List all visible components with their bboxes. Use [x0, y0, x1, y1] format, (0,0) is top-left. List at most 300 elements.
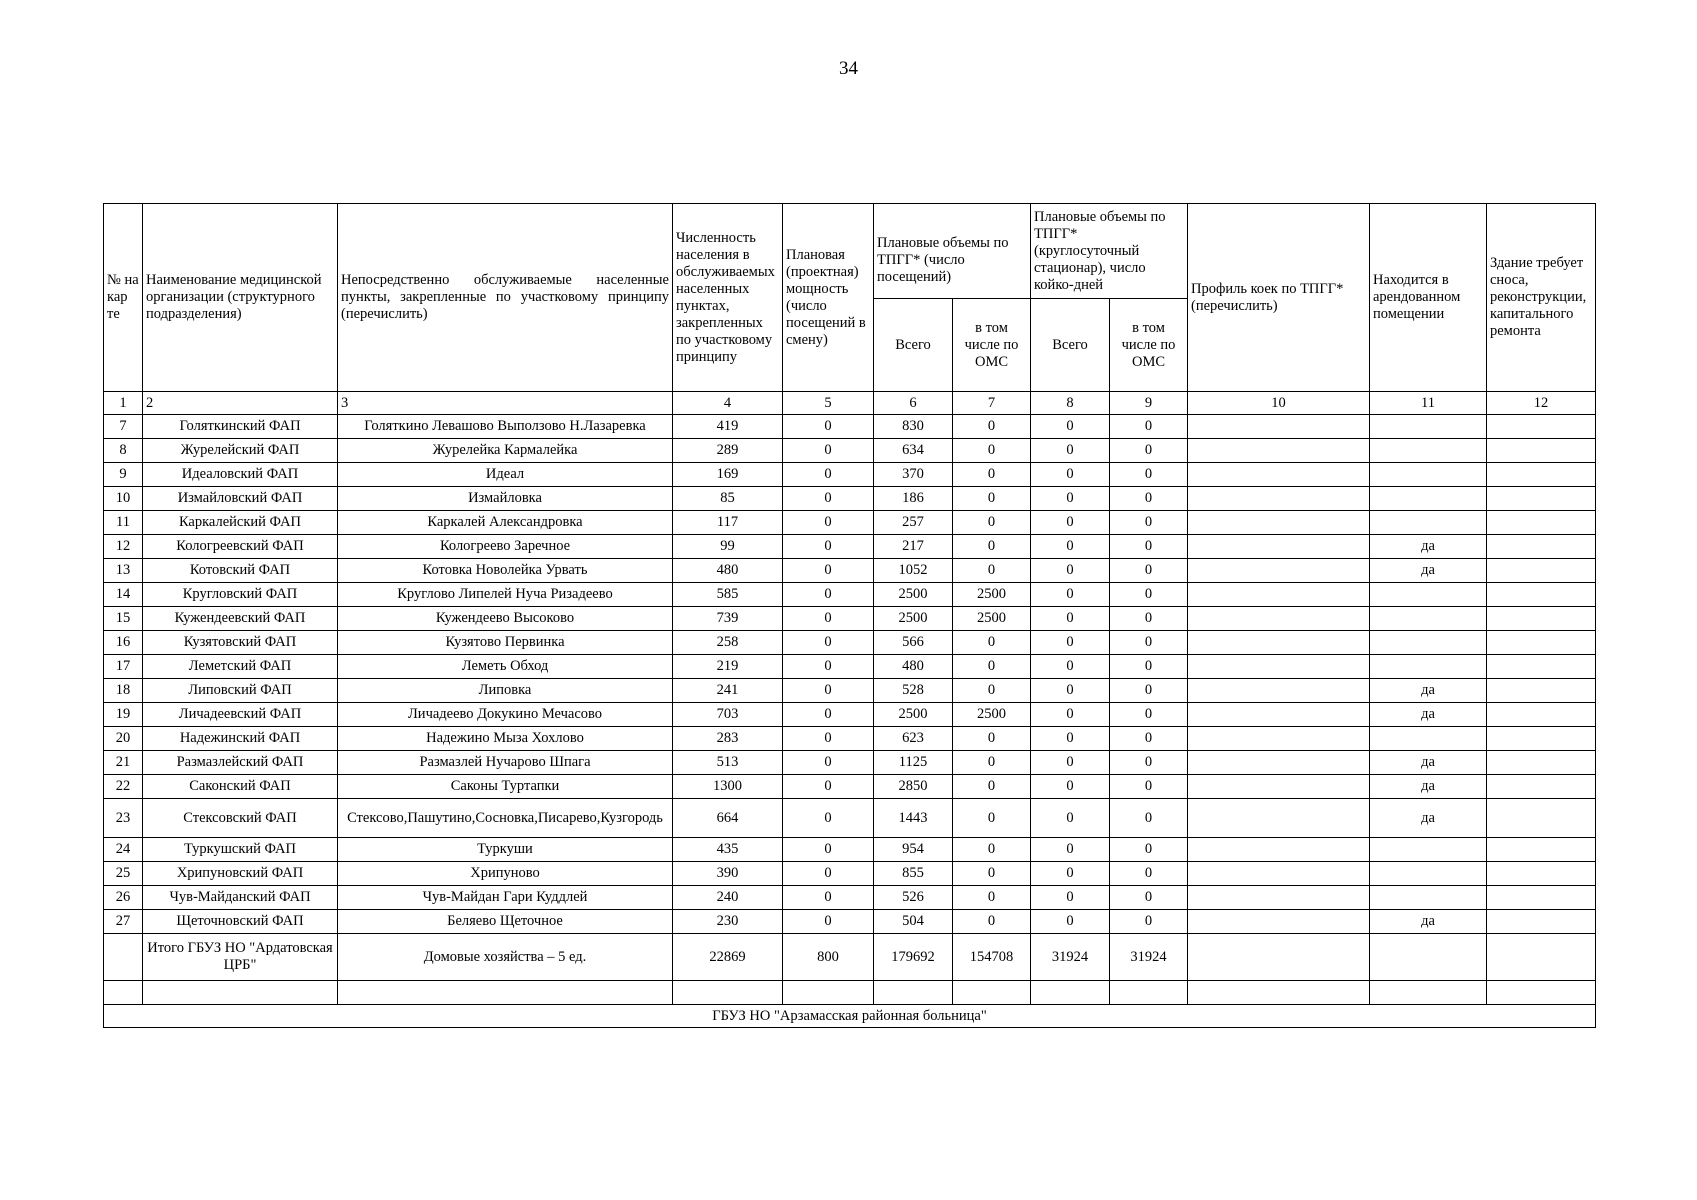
total-settlements: Домовые хозяйства – 5 ед. — [338, 934, 673, 981]
capacity: 0 — [783, 511, 874, 535]
visits-total: 370 — [874, 463, 953, 487]
table-row — [104, 775, 1596, 799]
column-number: 4 — [673, 392, 783, 415]
table-row — [104, 559, 1596, 583]
capacity: 0 — [783, 862, 874, 886]
row-number: 7 — [104, 415, 143, 439]
table-row — [104, 838, 1596, 862]
visits-oms: 0 — [953, 727, 1031, 751]
demolition-flag — [1487, 415, 1596, 439]
beds-oms: 0 — [1110, 415, 1188, 439]
demolition-flag — [1487, 607, 1596, 631]
facility-name: Личадеевский ФАП — [143, 703, 338, 727]
beds-oms: 0 — [1110, 487, 1188, 511]
capacity: 0 — [783, 886, 874, 910]
rented-flag — [1370, 862, 1487, 886]
bed-profile — [1188, 751, 1370, 775]
capacity: 0 — [783, 631, 874, 655]
visits-total: 528 — [874, 679, 953, 703]
facility-name: Щеточновский ФАП — [143, 910, 338, 934]
table-row — [104, 463, 1596, 487]
capacity: 0 — [783, 910, 874, 934]
rented-flag: да — [1370, 559, 1487, 583]
bed-profile — [1188, 775, 1370, 799]
settlements: Каркалей Александровка — [338, 511, 673, 535]
row-number: 13 — [104, 559, 143, 583]
header-row-1 — [104, 204, 1596, 299]
visits-oms: 0 — [953, 799, 1031, 838]
rented-flag — [1370, 583, 1487, 607]
visits-oms: 2500 — [953, 607, 1031, 631]
row-number: 18 — [104, 679, 143, 703]
demolition-flag — [1487, 727, 1596, 751]
beds-total: 0 — [1031, 751, 1110, 775]
bed-profile — [1188, 910, 1370, 934]
settlements: Надежино Мыза Хохлово — [338, 727, 673, 751]
population: 703 — [673, 703, 783, 727]
row-number: 16 — [104, 631, 143, 655]
beds-oms: 0 — [1110, 703, 1188, 727]
header-rented: Находится в арендованном помещении — [1370, 204, 1487, 392]
facility-name: Кругловский ФАП — [143, 583, 338, 607]
rented-flag — [1370, 655, 1487, 679]
visits-total: 2500 — [874, 703, 953, 727]
rented-flag: да — [1370, 535, 1487, 559]
header-no: № на кар те — [104, 204, 143, 392]
column-number: 8 — [1031, 392, 1110, 415]
population: 585 — [673, 583, 783, 607]
table-row — [104, 799, 1596, 838]
empty-row — [104, 981, 1596, 1005]
row-number: 27 — [104, 910, 143, 934]
beds-total: 0 — [1031, 655, 1110, 679]
rented-flag: да — [1370, 775, 1487, 799]
visits-oms: 0 — [953, 415, 1031, 439]
visits-oms: 0 — [953, 559, 1031, 583]
visits-oms: 0 — [953, 487, 1031, 511]
beds-total: 0 — [1031, 559, 1110, 583]
row-number: 10 — [104, 487, 143, 511]
population: 480 — [673, 559, 783, 583]
table-row — [104, 487, 1596, 511]
beds-oms: 0 — [1110, 775, 1188, 799]
beds-total: 0 — [1031, 727, 1110, 751]
total-demolition — [1487, 934, 1596, 981]
beds-total: 0 — [1031, 415, 1110, 439]
total-rented — [1370, 934, 1487, 981]
demolition-flag — [1487, 463, 1596, 487]
rented-flag — [1370, 886, 1487, 910]
settlements: Личадеево Докукино Мечасово — [338, 703, 673, 727]
bed-profile — [1188, 727, 1370, 751]
row-number: 14 — [104, 583, 143, 607]
capacity: 0 — [783, 607, 874, 631]
visits-oms: 0 — [953, 862, 1031, 886]
settlements: Котовка Новолейка Урвать — [338, 559, 673, 583]
table-row — [104, 415, 1596, 439]
header-name: Наименование медицинской организации (структурного подразделения) — [143, 204, 338, 392]
visits-oms: 0 — [953, 886, 1031, 910]
rented-flag — [1370, 838, 1487, 862]
column-number: 6 — [874, 392, 953, 415]
header-capacity: Плановая (проектная) мощность (число посещений в смену) — [783, 204, 874, 392]
header-visits-group: Плановые объемы по ТПГГ* (число посещений) — [874, 204, 1031, 299]
row-number: 25 — [104, 862, 143, 886]
demolition-flag — [1487, 886, 1596, 910]
settlements: Стексово,Пашутино,Сосновка,Писарево,Кузгородь — [338, 799, 673, 838]
table-row — [104, 727, 1596, 751]
row-number: 22 — [104, 775, 143, 799]
settlements: Липовка — [338, 679, 673, 703]
visits-total: 504 — [874, 910, 953, 934]
section-title-row — [104, 1005, 1596, 1028]
facility-name: Стексовский ФАП — [143, 799, 338, 838]
beds-total: 0 — [1031, 799, 1110, 838]
header-visits-oms: в том числе по ОМС — [953, 299, 1031, 392]
bed-profile — [1188, 463, 1370, 487]
beds-oms: 0 — [1110, 439, 1188, 463]
beds-oms: 0 — [1110, 511, 1188, 535]
visits-total: 623 — [874, 727, 953, 751]
column-number: 7 — [953, 392, 1031, 415]
capacity: 0 — [783, 679, 874, 703]
settlements: Кузятово Первинка — [338, 631, 673, 655]
visits-oms: 0 — [953, 751, 1031, 775]
beds-total: 0 — [1031, 631, 1110, 655]
demolition-flag — [1487, 910, 1596, 934]
beds-total: 0 — [1031, 463, 1110, 487]
table-body — [104, 415, 1596, 934]
beds-total: 0 — [1031, 775, 1110, 799]
population: 117 — [673, 511, 783, 535]
facility-name: Кужендеевский ФАП — [143, 607, 338, 631]
visits-total: 186 — [874, 487, 953, 511]
visits-total: 2500 — [874, 583, 953, 607]
bed-profile — [1188, 886, 1370, 910]
table-row — [104, 535, 1596, 559]
demolition-flag — [1487, 559, 1596, 583]
demolition-flag — [1487, 703, 1596, 727]
settlements: Кологреево Заречное — [338, 535, 673, 559]
row-number: 12 — [104, 535, 143, 559]
bed-profile — [1188, 559, 1370, 583]
demolition-flag — [1487, 775, 1596, 799]
beds-total: 0 — [1031, 583, 1110, 607]
beds-total: 0 — [1031, 838, 1110, 862]
bed-profile — [1188, 631, 1370, 655]
visits-oms: 2500 — [953, 703, 1031, 727]
capacity: 0 — [783, 655, 874, 679]
facility-name: Хрипуновский ФАП — [143, 862, 338, 886]
population: 419 — [673, 415, 783, 439]
settlements: Кужендеево Высоково — [338, 607, 673, 631]
column-number: 3 — [338, 392, 673, 415]
settlements: Идеал — [338, 463, 673, 487]
population: 739 — [673, 607, 783, 631]
page-number: 34 — [839, 58, 858, 79]
beds-total: 0 — [1031, 511, 1110, 535]
total-population: 22869 — [673, 934, 783, 981]
facility-name: Каркалейский ФАП — [143, 511, 338, 535]
beds-oms: 0 — [1110, 607, 1188, 631]
column-number: 11 — [1370, 392, 1487, 415]
row-number: 19 — [104, 703, 143, 727]
total-visits-oms: 154708 — [953, 934, 1031, 981]
visits-oms: 0 — [953, 463, 1031, 487]
header-settlements: Непосредственно обслуживаемые населенные пункты, закрепленные по участковому принципу (перечислить) — [338, 204, 673, 392]
rented-flag — [1370, 631, 1487, 655]
header-beds-group: Плановые объемы по ТПГГ* (круглосуточный стационар), число койко-дней — [1031, 204, 1188, 299]
population: 283 — [673, 727, 783, 751]
row-number: 23 — [104, 799, 143, 838]
header-beds-oms: в том числе по ОМС — [1110, 299, 1188, 392]
bed-profile — [1188, 607, 1370, 631]
visits-oms: 0 — [953, 910, 1031, 934]
capacity: 0 — [783, 703, 874, 727]
bed-profile — [1188, 799, 1370, 838]
rented-flag — [1370, 439, 1487, 463]
settlements: Саконы Туртапки — [338, 775, 673, 799]
facility-name: Кологреевский ФАП — [143, 535, 338, 559]
column-number: 12 — [1487, 392, 1596, 415]
beds-oms: 0 — [1110, 862, 1188, 886]
settlements: Чув-Майдан Гари Куддлей — [338, 886, 673, 910]
table-row — [104, 703, 1596, 727]
population: 664 — [673, 799, 783, 838]
capacity: 0 — [783, 583, 874, 607]
population: 99 — [673, 535, 783, 559]
row-number: 21 — [104, 751, 143, 775]
beds-oms: 0 — [1110, 631, 1188, 655]
rented-flag — [1370, 727, 1487, 751]
beds-total: 0 — [1031, 886, 1110, 910]
bed-profile — [1188, 655, 1370, 679]
visits-total: 217 — [874, 535, 953, 559]
row-number: 20 — [104, 727, 143, 751]
visits-total: 526 — [874, 886, 953, 910]
table-row — [104, 583, 1596, 607]
table-row — [104, 910, 1596, 934]
bed-profile — [1188, 679, 1370, 703]
bed-profile — [1188, 415, 1370, 439]
demolition-flag — [1487, 655, 1596, 679]
beds-oms: 0 — [1110, 535, 1188, 559]
total-name: Итого ГБУЗ НО "Ардатовская ЦРБ" — [143, 934, 338, 981]
capacity: 0 — [783, 838, 874, 862]
beds-total: 0 — [1031, 862, 1110, 886]
bed-profile — [1188, 862, 1370, 886]
total-row — [104, 934, 1596, 981]
visits-total: 566 — [874, 631, 953, 655]
row-number: 9 — [104, 463, 143, 487]
rented-flag — [1370, 511, 1487, 535]
facility-name: Липовский ФАП — [143, 679, 338, 703]
visits-total: 1052 — [874, 559, 953, 583]
rented-flag — [1370, 487, 1487, 511]
bed-profile — [1188, 838, 1370, 862]
visits-oms: 0 — [953, 679, 1031, 703]
visits-total: 2500 — [874, 607, 953, 631]
total-profile — [1188, 934, 1370, 981]
capacity: 0 — [783, 751, 874, 775]
population: 85 — [673, 487, 783, 511]
column-number: 1 — [104, 392, 143, 415]
demolition-flag — [1487, 751, 1596, 775]
settlements: Голяткино Левашово Выползово Н.Лазаревка — [338, 415, 673, 439]
visits-oms: 0 — [953, 838, 1031, 862]
bed-profile — [1188, 439, 1370, 463]
population: 240 — [673, 886, 783, 910]
population: 390 — [673, 862, 783, 886]
beds-total: 0 — [1031, 910, 1110, 934]
facility-name: Кузятовский ФАП — [143, 631, 338, 655]
header-visits-total: Всего — [874, 299, 953, 392]
header-population: Численность населения в обслуживаемых населенных пунктах, закрепленных по участковому принципу — [673, 204, 783, 392]
beds-total: 0 — [1031, 679, 1110, 703]
population: 258 — [673, 631, 783, 655]
demolition-flag — [1487, 862, 1596, 886]
population: 435 — [673, 838, 783, 862]
beds-oms: 0 — [1110, 655, 1188, 679]
bed-profile — [1188, 511, 1370, 535]
total-beds-oms: 31924 — [1110, 934, 1188, 981]
capacity: 0 — [783, 415, 874, 439]
capacity: 0 — [783, 463, 874, 487]
bed-profile — [1188, 535, 1370, 559]
table-row — [104, 751, 1596, 775]
total-beds-total: 31924 — [1031, 934, 1110, 981]
table-row — [104, 511, 1596, 535]
settlements: Туркуши — [338, 838, 673, 862]
facility-name: Голяткинский ФАП — [143, 415, 338, 439]
rented-flag: да — [1370, 703, 1487, 727]
settlements: Размазлей Нучарово Шпага — [338, 751, 673, 775]
settlements: Измайловка — [338, 487, 673, 511]
row-number: 26 — [104, 886, 143, 910]
beds-total: 0 — [1031, 535, 1110, 559]
facility-name: Котовский ФАП — [143, 559, 338, 583]
visits-total: 830 — [874, 415, 953, 439]
visits-oms: 0 — [953, 535, 1031, 559]
capacity: 0 — [783, 775, 874, 799]
facility-name: Саконский ФАП — [143, 775, 338, 799]
facility-name: Журелейский ФАП — [143, 439, 338, 463]
facility-name: Леметский ФАП — [143, 655, 338, 679]
capacity: 0 — [783, 487, 874, 511]
total-visits-total: 179692 — [874, 934, 953, 981]
demolition-flag — [1487, 535, 1596, 559]
row-number: 8 — [104, 439, 143, 463]
row-number: 17 — [104, 655, 143, 679]
capacity: 0 — [783, 727, 874, 751]
population: 289 — [673, 439, 783, 463]
bed-profile — [1188, 583, 1370, 607]
rented-flag — [1370, 415, 1487, 439]
column-number: 10 — [1188, 392, 1370, 415]
rented-flag: да — [1370, 799, 1487, 838]
table-row — [104, 862, 1596, 886]
visits-total: 954 — [874, 838, 953, 862]
rented-flag — [1370, 463, 1487, 487]
facility-name: Идеаловский ФАП — [143, 463, 338, 487]
visits-total: 480 — [874, 655, 953, 679]
population: 219 — [673, 655, 783, 679]
table-row — [104, 655, 1596, 679]
population: 169 — [673, 463, 783, 487]
population: 241 — [673, 679, 783, 703]
population: 513 — [673, 751, 783, 775]
beds-oms: 0 — [1110, 910, 1188, 934]
visits-oms: 2500 — [953, 583, 1031, 607]
rented-flag: да — [1370, 679, 1487, 703]
header-demolition: Здание требует сноса, реконструкции, капитального ремонта — [1487, 204, 1596, 392]
settlements: Беляево Щеточное — [338, 910, 673, 934]
visits-total: 257 — [874, 511, 953, 535]
demolition-flag — [1487, 631, 1596, 655]
demolition-flag — [1487, 799, 1596, 838]
beds-oms: 0 — [1110, 751, 1188, 775]
column-number: 5 — [783, 392, 874, 415]
row-number: 11 — [104, 511, 143, 535]
facility-name: Надежинский ФАП — [143, 727, 338, 751]
beds-oms: 0 — [1110, 799, 1188, 838]
total-capacity: 800 — [783, 934, 874, 981]
beds-oms: 0 — [1110, 679, 1188, 703]
capacity: 0 — [783, 799, 874, 838]
beds-oms: 0 — [1110, 583, 1188, 607]
demolition-flag — [1487, 679, 1596, 703]
visits-total: 1125 — [874, 751, 953, 775]
bed-profile — [1188, 487, 1370, 511]
facility-name: Чув-Майданский ФАП — [143, 886, 338, 910]
capacity: 0 — [783, 535, 874, 559]
beds-oms: 0 — [1110, 886, 1188, 910]
table-row — [104, 607, 1596, 631]
visits-total: 2850 — [874, 775, 953, 799]
total-no-cell — [104, 934, 143, 981]
beds-oms: 0 — [1110, 463, 1188, 487]
header-profile: Профиль коек по ТПГГ* (перечислить) — [1188, 204, 1370, 392]
beds-total: 0 — [1031, 703, 1110, 727]
visits-oms: 0 — [953, 775, 1031, 799]
demolition-flag — [1487, 511, 1596, 535]
rented-flag — [1370, 607, 1487, 631]
settlements: Круглово Липелей Нуча Ризадеево — [338, 583, 673, 607]
rented-flag: да — [1370, 910, 1487, 934]
settlements: Журелейка Кармалейка — [338, 439, 673, 463]
row-number: 24 — [104, 838, 143, 862]
facility-name: Размазлейский ФАП — [143, 751, 338, 775]
demolition-flag — [1487, 439, 1596, 463]
beds-oms: 0 — [1110, 727, 1188, 751]
section-title: ГБУЗ НО "Арзамасская районная больница" — [104, 1005, 1596, 1028]
bed-profile — [1188, 703, 1370, 727]
demolition-flag — [1487, 487, 1596, 511]
visits-oms: 0 — [953, 439, 1031, 463]
visits-oms: 0 — [953, 655, 1031, 679]
table-row — [104, 439, 1596, 463]
visits-total: 634 — [874, 439, 953, 463]
facilities-table — [103, 203, 1596, 1028]
beds-oms: 0 — [1110, 838, 1188, 862]
beds-total: 0 — [1031, 607, 1110, 631]
column-numbers-row — [104, 392, 1596, 415]
rented-flag: да — [1370, 751, 1487, 775]
demolition-flag — [1487, 583, 1596, 607]
row-number: 15 — [104, 607, 143, 631]
beds-oms: 0 — [1110, 559, 1188, 583]
visits-oms: 0 — [953, 511, 1031, 535]
